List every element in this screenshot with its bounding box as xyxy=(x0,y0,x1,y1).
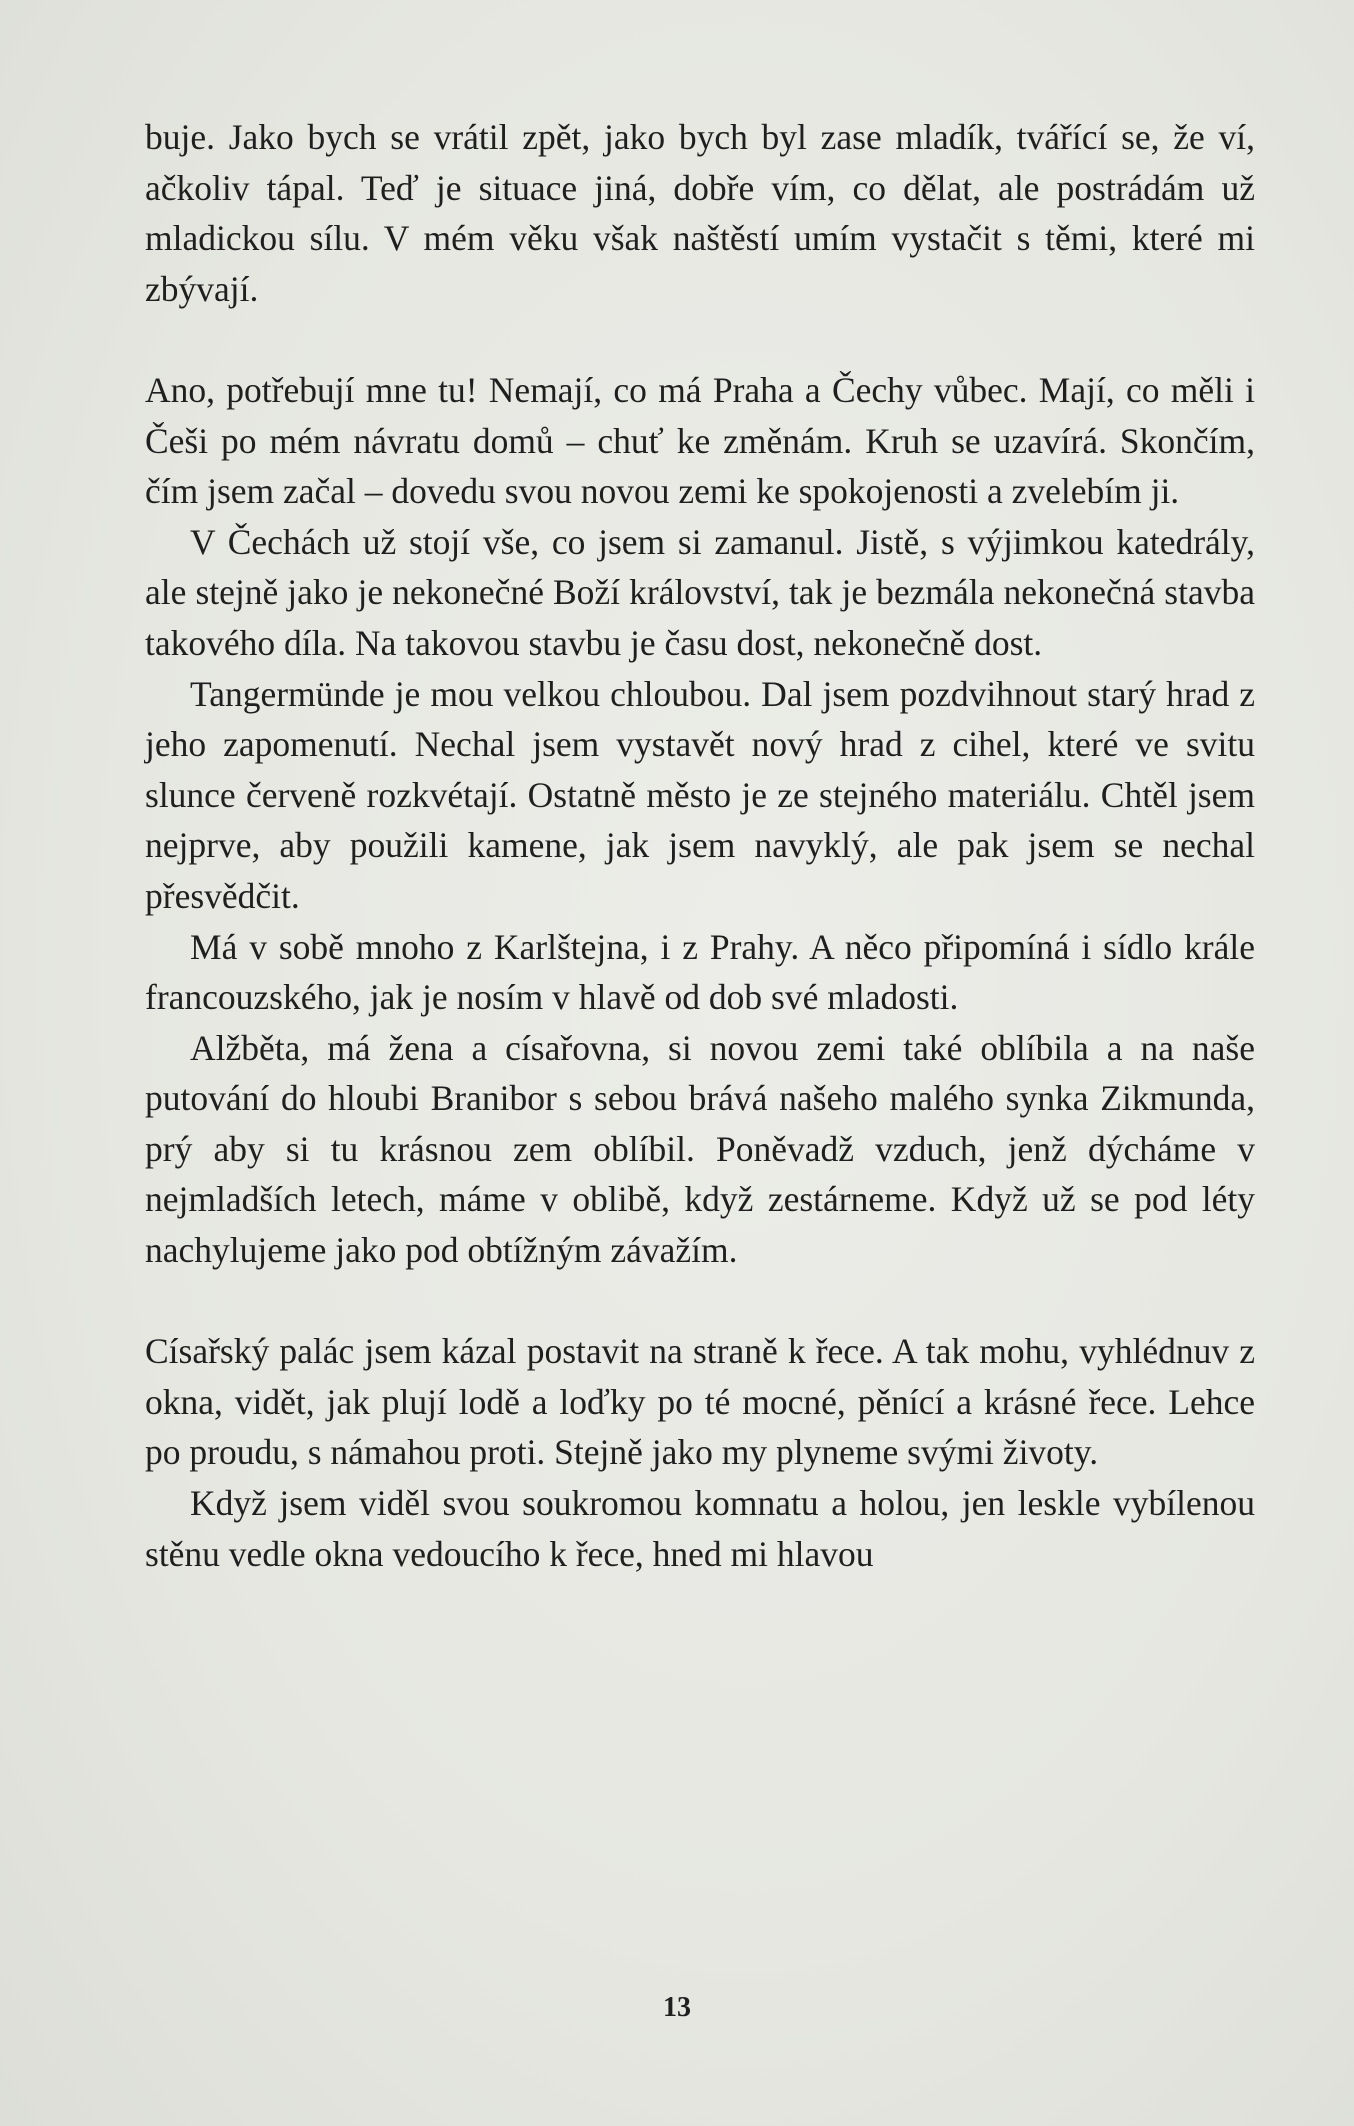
paragraph-section-start: Císařský palác jsem kázal postavit na straně k řece. A tak mohu, vyhlédnuv z okna, vidět, jak plují lodě a loďky po té mocné, pěnící a krásné řece. Lehce po proudu, s námahou proti. Stejně jako my plyneme svými životy. xyxy=(145,1331,1255,1473)
paragraph-section-start: Ano, potřebují mne tu! Nemají, co má Praha a Čechy vůbec. Mají, co měli i Češi po mém návratu domů – chuť ke změnám. Kruh se uzavírá. Skončím, čím jsem začal – dovedu svou novou zemi ke spokojenosti a zvelebím ji. xyxy=(145,369,1255,512)
paragraph: Tangermünde je mou velkou chloubou. Dal jsem pozdvihnout starý hrad z jeho zapomenutí. Nechal jsem vystavět nový hrad z cihel, které ve svitu slunce červeně rozkvétají. Ostatně město je ze stejného materiálu. Chtěl jsem nejprve, aby použili kamene, jak jsem navyklý, ale pak jsem se nechal přesvědčit. xyxy=(145,673,1255,916)
paragraph-continued: buje. Jako bych se vrátil zpět, jako bych byl zase mladík, tvářící se, že ví, ačkoliv tápal. Teď je situace jiná, dobře vím, co dělat, ale postrádám už mladickou sílu. V mém věku však naštěstí umím vystačit s těmi, které mi zbývají. xyxy=(145,117,1255,309)
paragraph: Když jsem viděl svou soukromou komnatu a holou, jen leskle vybílenou stěnu vedle okna vedoucího k řece, hned mi hlavou xyxy=(145,1483,1255,1574)
paragraph: Alžběta, má žena a císařovna, si novou zemi také oblíbila a na naše putování do hloubi Branibor s sebou brává našeho malého synka Zikmunda, prý aby si tu krásnou zem oblíbil. Poněvadž vzduch, jenž dýcháme v nejmladších letech, máme v oblibě, když zestárneme. Když už se pod léty nachylujeme jako pod obtížným závažím. xyxy=(145,1027,1255,1271)
body-text xyxy=(145,112,1255,1579)
page-number: 13 xyxy=(663,1992,691,2023)
paragraph: Má v sobě mnoho z Karlštejna, i z Prahy. A něco připomíná i sídlo krále francouzského, jak je nosím v hlavě od dob své mladosti. xyxy=(145,926,1255,1018)
paragraph: V Čechách už stojí vše, co jsem si zamanul. Jistě, s výjimkou katedrály, ale stejně jako je nekonečné Boží království, tak je bezmála nekonečná stavba takového díla. Na takovou stavbu je času dost, nekonečně dost. xyxy=(145,521,1255,663)
